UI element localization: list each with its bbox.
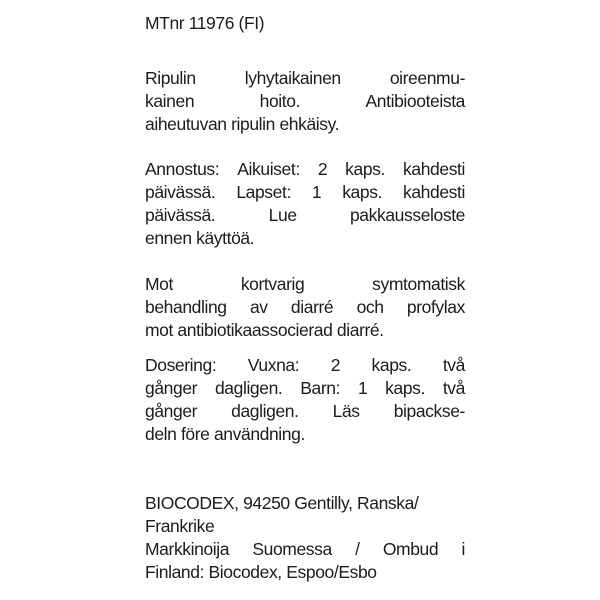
text-line: BIOCODEX, 94250 Gentilly, Ranska/ <box>145 493 419 513</box>
text-line: gånger dagligen. Barn: 1 kaps. två <box>145 378 465 398</box>
indication-finnish <box>145 67 465 136</box>
marketing-authorization-number: MTnr 11976 (FI) <box>145 13 265 33</box>
text-line: Finland: Biocodex, Espoo/Esbo <box>145 562 377 582</box>
indication-swedish <box>145 273 465 342</box>
text-line: mot antibiotikaassocierad diarré. <box>145 320 384 340</box>
text-line: kainen hoito. Antibiooteista <box>145 91 465 111</box>
text-line: Frankrike <box>145 516 215 536</box>
text-line: Dosering: Vuxna: 2 kaps. två <box>145 355 465 375</box>
manufacturer-info <box>145 492 465 584</box>
text-line: gånger dagligen. Läs bipackse- <box>145 401 465 421</box>
text-line: Markkinoija Suomessa / Ombud i <box>145 539 465 559</box>
text-line: Mot kortvarig symtomatisk <box>145 274 465 294</box>
dosage-finnish <box>145 158 465 250</box>
dosage-swedish <box>145 354 465 446</box>
text-line: aiheutuvan ripulin ehkäisy. <box>145 114 340 134</box>
text-line: päivässä. Lapset: 1 kaps. kahdesti <box>145 182 465 202</box>
text-line: päivässä. Lue pakkausseloste <box>145 205 465 225</box>
text-line: ennen käyttöä. <box>145 228 255 248</box>
text-line: behandling av diarré och profylax <box>145 297 465 317</box>
text-line: deln före användning. <box>145 424 305 444</box>
text-line: Ripulin lyhytaikainen oireenmu- <box>145 68 465 88</box>
text-line: Annostus: Aikuiset: 2 kaps. kahdesti <box>145 159 465 179</box>
